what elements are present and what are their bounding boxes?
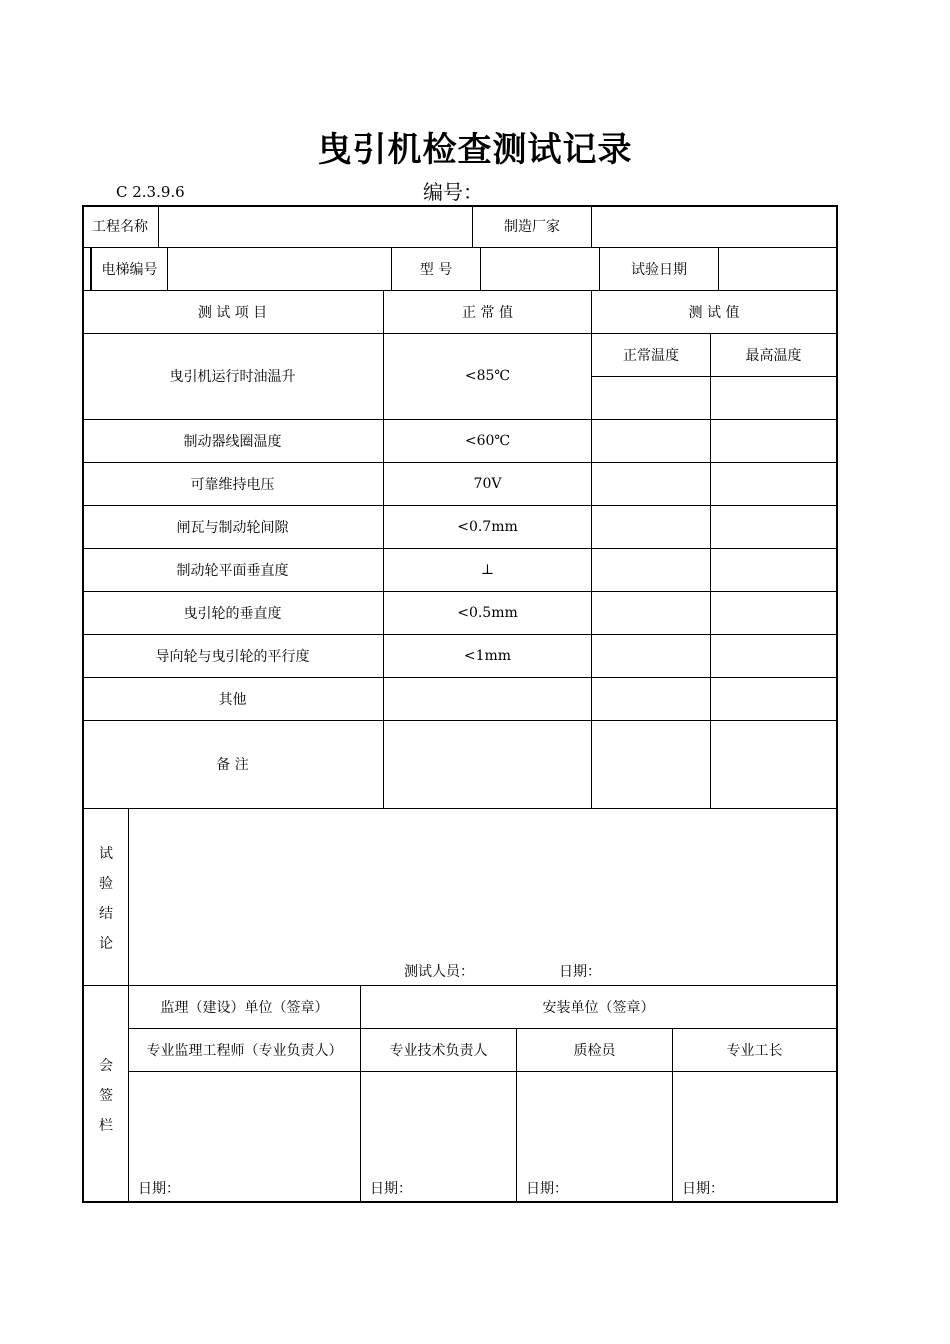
signoff-label-char: 签 bbox=[99, 1088, 113, 1104]
number-label: 编号： bbox=[423, 180, 483, 204]
project-name-label: 工程名称 bbox=[92, 219, 148, 235]
row-normal: <85℃ bbox=[464, 368, 511, 384]
signoff-date-label: 日期： bbox=[370, 1181, 412, 1197]
supervisor-engineer-label: 专业监理工程师（专业负责人） bbox=[146, 1042, 343, 1059]
row-normal: <0.7mm bbox=[457, 518, 518, 535]
row-item: 导向轮与曳引轮的平行度 bbox=[155, 648, 310, 665]
row-normal bbox=[384, 677, 591, 720]
sub-max-temp-header: 最高温度 bbox=[745, 347, 802, 364]
frame-right bbox=[836, 205, 838, 1203]
row-item: 其他 bbox=[218, 691, 247, 708]
row-item: 制动器线圈温度 bbox=[183, 433, 282, 450]
row-normal: ⊥ bbox=[480, 561, 495, 578]
tech-lead-label: 专业技术负责人 bbox=[389, 1042, 488, 1059]
supervision-unit-label: 监理（建设）单位（签章） bbox=[160, 999, 329, 1016]
row-normal: 70V bbox=[473, 475, 502, 492]
elevator-no-label: 电梯编号 bbox=[101, 261, 158, 278]
project-name-field[interactable] bbox=[159, 205, 472, 247]
model-field[interactable] bbox=[481, 247, 599, 290]
install-unit-label: 安装单位（签章） bbox=[542, 999, 655, 1016]
page-title: 曳引机检查测试记录 bbox=[317, 130, 633, 170]
foreman-label: 专业工长 bbox=[726, 1042, 783, 1059]
conclusion-label-char: 验 bbox=[99, 876, 113, 892]
manufacturer-label: 制造厂家 bbox=[504, 219, 560, 235]
signoff-label-char: 栏 bbox=[99, 1118, 113, 1134]
row-normal: <1mm bbox=[463, 647, 512, 664]
form-code: C 2.3.9.6 bbox=[116, 183, 185, 201]
quality-inspector-label: 质检员 bbox=[573, 1042, 616, 1059]
frame-bottom bbox=[82, 1201, 838, 1203]
conclusion-label-char: 结 bbox=[99, 906, 113, 922]
signoff-label-char: 会 bbox=[99, 1058, 113, 1074]
signoff-date-label: 日期： bbox=[138, 1181, 180, 1197]
conclusion-date-label: 日期： bbox=[559, 964, 601, 980]
conclusion-label-char: 论 bbox=[99, 936, 113, 952]
max-temp-field[interactable] bbox=[711, 377, 836, 419]
tester-label: 测试人员： bbox=[404, 964, 474, 980]
remarks-field[interactable] bbox=[384, 721, 836, 808]
row-item: 曳引机运行时油温升 bbox=[169, 369, 296, 385]
row-normal: <0.5mm bbox=[457, 604, 518, 621]
sub-normal-temp-header: 正常温度 bbox=[623, 347, 679, 364]
elevator-no-field[interactable] bbox=[168, 247, 391, 290]
row-item: 闸瓦与制动轮间隙 bbox=[176, 519, 289, 536]
test-date-field[interactable] bbox=[719, 247, 836, 290]
row-item: 曳引轮的垂直度 bbox=[183, 605, 282, 622]
row-normal: <60℃ bbox=[464, 432, 511, 449]
remarks-label: 备 注 bbox=[216, 757, 249, 773]
col-normal-header: 正 常 值 bbox=[462, 304, 513, 321]
row-item: 制动轮平面垂直度 bbox=[176, 562, 289, 579]
col-item-header: 测 试 项 目 bbox=[197, 304, 268, 321]
test-date-label: 试验日期 bbox=[631, 261, 687, 278]
signoff-date-label: 日期： bbox=[682, 1181, 724, 1197]
manufacturer-field[interactable] bbox=[592, 205, 836, 247]
signoff-date-label: 日期： bbox=[526, 1181, 568, 1197]
conclusion-label-char: 试 bbox=[99, 846, 113, 862]
normal-temp-field[interactable] bbox=[592, 377, 710, 419]
col-test-header: 测 试 值 bbox=[688, 304, 740, 321]
row-item: 可靠维持电压 bbox=[190, 476, 275, 493]
model-label: 型 号 bbox=[419, 261, 453, 278]
